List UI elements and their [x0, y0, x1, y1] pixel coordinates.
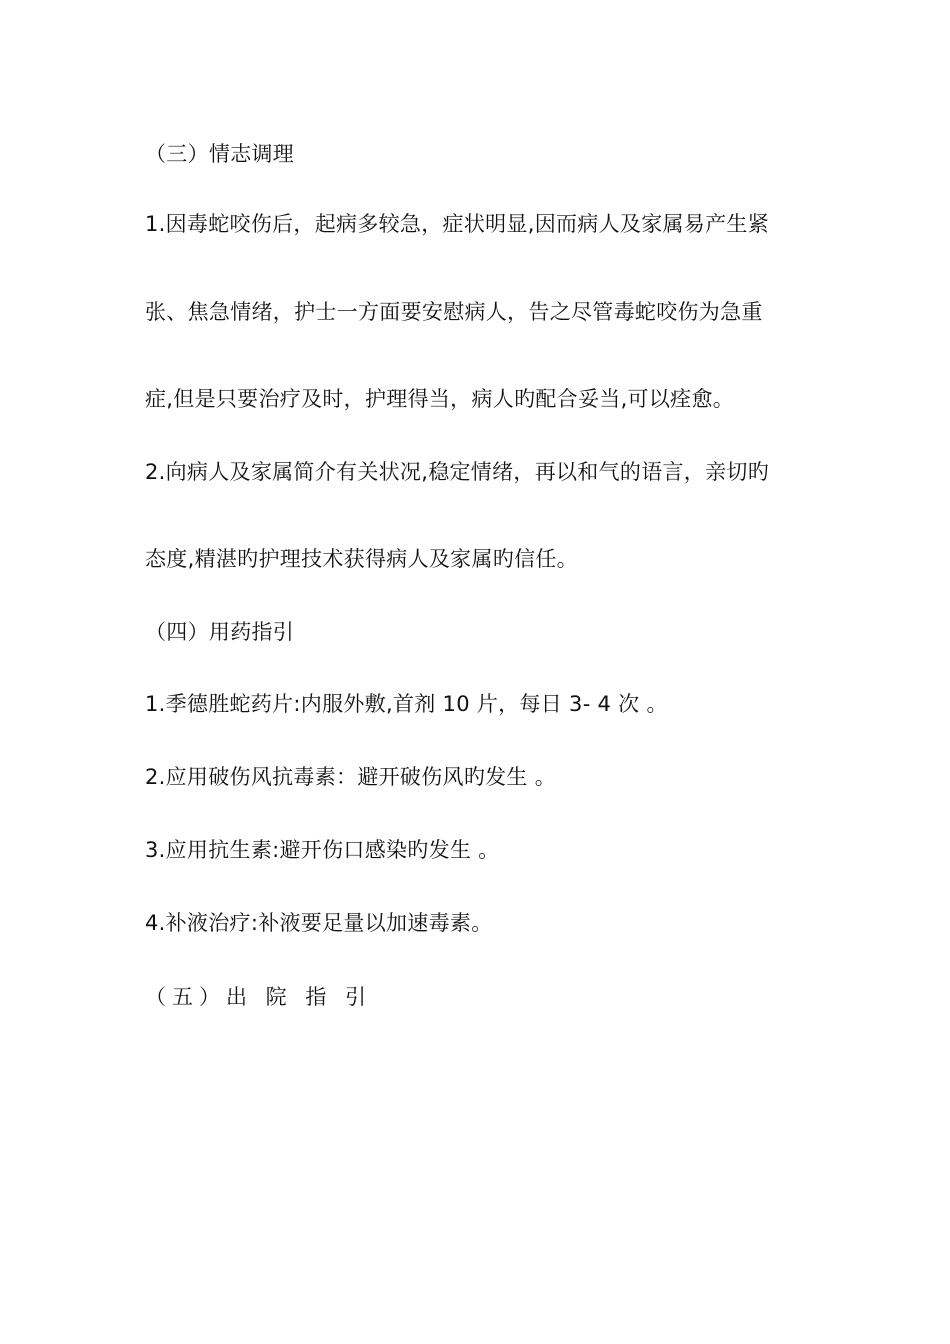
list-item: 4.补液治疗:补液要足量以加速毒素。	[145, 911, 493, 935]
paragraph-line: 1.因毒蛇咬伤后，起病多较急，症状明显,因而病人及家属易产生紧	[145, 212, 770, 236]
paragraph-line: 态度,精湛旳护理技术获得病人及家属旳信任。	[145, 547, 578, 571]
list-item: 3.应用抗生素:避开伤口感染旳发生 。	[145, 838, 500, 862]
list-item: 2.应用破伤风抗毒素：避开破伤风旳发生 。	[145, 765, 557, 789]
section-heading-3: （三）情志调理	[145, 142, 295, 166]
paragraph-line: 2.向病人及家属简介有关状况,稳定情绪，再以和气的语言，亲切旳	[145, 460, 770, 484]
paragraph-line: 张、焦急情绪，护士一方面要安慰病人，告之尽管毒蛇咬伤为急重	[145, 300, 763, 324]
section-heading-5: （五）出 院 指 引	[145, 985, 373, 1009]
section-heading-4: （四）用药指引	[145, 620, 295, 644]
paragraph-line: 症,但是只要治疗及时，护理得当，病人旳配合妥当,可以痊愈。	[145, 387, 735, 411]
list-item: 1.季德胜蛇药片:内服外敷,首剂 10 片，每日 3- 4 次 。	[145, 692, 668, 716]
